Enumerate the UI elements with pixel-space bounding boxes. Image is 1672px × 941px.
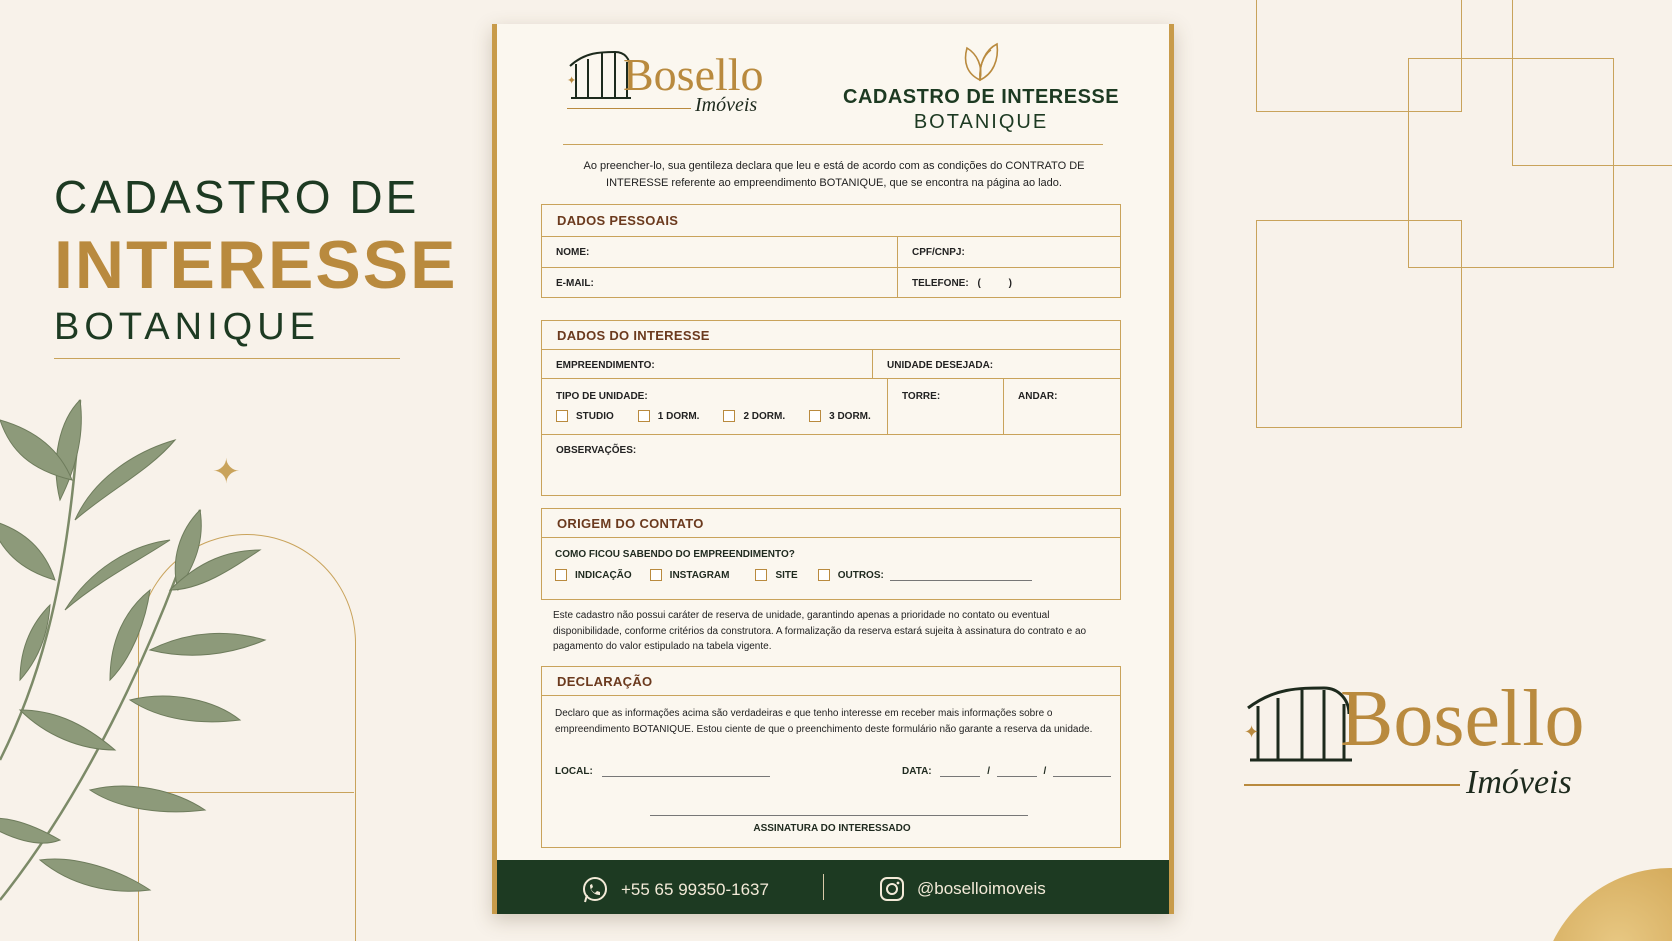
- left-heading: [54, 170, 458, 349]
- cpf-label: CPF/CNPJ:: [912, 247, 965, 258]
- nome-field[interactable]: [542, 237, 898, 267]
- torre-field[interactable]: [888, 379, 1004, 434]
- torre-label: TORRE:: [902, 391, 941, 402]
- document-title: [843, 86, 1119, 134]
- data-label: DATA:: [902, 766, 932, 777]
- checkbox-instagram[interactable]: [650, 569, 730, 581]
- checkbox-1-dorm[interactable]: [638, 410, 700, 422]
- footer-bar: [497, 860, 1169, 914]
- footer-phone[interactable]: [581, 876, 769, 904]
- checkbox-box[interactable]: [723, 410, 735, 422]
- telefone-label: TELEFONE:: [912, 278, 969, 289]
- nome-label: NOME:: [556, 247, 590, 258]
- logo-sub: Imóveis: [1466, 764, 1572, 801]
- section-dados-pessoais: [541, 204, 1121, 298]
- checkbox-label: 2 DORM.: [743, 410, 786, 422]
- telefone-parens: ( ): [977, 278, 1012, 289]
- logo-brand: Bosello: [1340, 675, 1585, 763]
- document-title-line1: CADASTRO DE INTERESSE: [843, 86, 1120, 108]
- data-year-line[interactable]: [1053, 765, 1111, 777]
- logo-sub-small: Imóveis: [695, 94, 758, 116]
- declaracao-text: Declaro que as informações acima são verdadeiras e que tenho interesse em receber mais informações sobre o empreendimento BOTANIQUE. Estou ciente de que o preenchimento deste formulário não garante a reserva da unidade.: [555, 708, 1093, 735]
- heading-line-1: CADASTRO DE: [54, 171, 420, 223]
- checkbox-3-dorm[interactable]: [809, 410, 871, 422]
- building-arches-icon: [1244, 680, 1354, 764]
- observacoes-label: OBSERVAÇÕES:: [556, 445, 637, 456]
- data-month-line[interactable]: [997, 765, 1037, 777]
- local-input-line[interactable]: [602, 765, 770, 777]
- footer-divider: [823, 874, 824, 900]
- checkbox-label: INDICAÇÃO: [575, 569, 632, 581]
- document-title-line2: BOTANIQUE: [913, 111, 1049, 133]
- observacoes-field[interactable]: [542, 435, 1120, 495]
- checkbox-2-dorm[interactable]: [723, 410, 785, 422]
- section-origem-contato: [541, 508, 1121, 600]
- checkbox-indicacao[interactable]: [555, 569, 632, 581]
- tipo-unidade-field: [542, 379, 888, 434]
- section-title: ORIGEM DO CONTATO: [542, 509, 1120, 538]
- whatsapp-icon: [581, 876, 609, 904]
- checkbox-label: 3 DORM.: [829, 410, 871, 422]
- email-label: E-MAIL:: [556, 278, 594, 289]
- date-slash: /: [1043, 766, 1047, 777]
- cpf-field[interactable]: [898, 237, 1120, 267]
- tipo-unidade-label: TIPO DE UNIDADE:: [556, 391, 648, 402]
- section-title: DECLARAÇÃO: [542, 667, 1120, 696]
- checkbox-label: OUTROS:: [837, 569, 884, 581]
- unidade-label: UNIDADE DESEJADA:: [887, 360, 994, 371]
- section-declaracao: [541, 666, 1121, 848]
- data-group: [902, 765, 1111, 777]
- origem-options: [542, 569, 1120, 581]
- logo-rule: [1244, 784, 1460, 786]
- checkbox-box[interactable]: [818, 569, 830, 581]
- empreendimento-field[interactable]: [542, 350, 873, 378]
- email-field[interactable]: [542, 268, 898, 297]
- leaves-illustration: [0, 380, 300, 941]
- svg-text:✦: ✦: [567, 74, 577, 87]
- intro-text: Ao preencher-lo, sua gentileza declara que leu e está de acordo com as condições do CONTRATO DE INTERESSE referente ao empreendimento BOTANIQUE, que se encontra na página ao lado.: [583, 160, 1085, 189]
- checkbox-box[interactable]: [809, 410, 821, 422]
- logo-brand-small: Bosello: [623, 49, 764, 100]
- checkbox-label: 1 DORM.: [657, 410, 700, 422]
- instagram-icon: [879, 876, 905, 902]
- telefone-field[interactable]: [898, 268, 1120, 297]
- checkbox-label: STUDIO: [576, 410, 614, 422]
- section-dados-interesse: [541, 320, 1121, 496]
- svg-text:✦: ✦: [1244, 722, 1260, 743]
- checkbox-box[interactable]: [755, 569, 767, 581]
- logo-rule-small: [567, 108, 691, 109]
- signature-label: ASSINATURA DO INTERESSADO: [753, 823, 911, 834]
- local-data-row: [555, 765, 1111, 777]
- sparkle-icon: ✦: [212, 452, 241, 492]
- deco-square-3: [1512, 0, 1672, 166]
- date-slash: /: [987, 766, 990, 777]
- leaf-icon: [957, 40, 1003, 82]
- heading-line-2: INTERESSE: [54, 227, 458, 303]
- signature-line[interactable]: [650, 815, 1028, 816]
- form-document: [492, 24, 1174, 914]
- checkbox-box[interactable]: [556, 410, 568, 422]
- checkbox-site[interactable]: [755, 569, 797, 581]
- deco-square-4: [1256, 220, 1462, 428]
- checkbox-box[interactable]: [638, 410, 650, 422]
- checkbox-box[interactable]: [555, 569, 567, 581]
- outros-input-line[interactable]: [890, 569, 1032, 581]
- unidade-field[interactable]: [873, 350, 1120, 378]
- heading-divider: [54, 358, 400, 359]
- checkbox-label: SITE: [775, 569, 798, 581]
- gold-circle: [1540, 868, 1672, 941]
- instagram-handle: @boselloimoveis: [917, 879, 1046, 898]
- checkbox-studio[interactable]: [556, 410, 614, 422]
- logo-large: [1244, 675, 1594, 810]
- section-title: DADOS DO INTERESSE: [542, 321, 1120, 350]
- header-divider: [563, 144, 1103, 145]
- phone-number: +55 65 99350-1637: [621, 880, 769, 899]
- origem-question: COMO FICOU SABENDO DO EMPREENDIMENTO?: [555, 549, 795, 560]
- data-day-line[interactable]: [940, 765, 980, 777]
- disclaimer-note: Este cadastro não possui caráter de reserva de unidade, garantindo apenas a prioridade no contato ou eventual disponibilidade, conforme critérios da construtora. A formalização da reserva estará sujeita à assinatura do contrato e ao pagamento do valor estipulado na tabela vigente.: [553, 610, 1087, 652]
- logo-small: [567, 46, 767, 136]
- tipo-unidade-options: [556, 410, 887, 422]
- empreendimento-label: EMPREENDIMENTO:: [556, 360, 655, 371]
- checkbox-label: INSTAGRAM: [669, 569, 730, 581]
- checkbox-outros[interactable]: [818, 569, 884, 581]
- section-title: DADOS PESSOAIS: [542, 205, 1120, 237]
- andar-field[interactable]: [1004, 379, 1120, 434]
- footer-instagram[interactable]: [879, 876, 1046, 902]
- andar-label: ANDAR:: [1018, 391, 1058, 402]
- heading-line-3: BOTANIQUE: [54, 306, 320, 348]
- local-label: LOCAL:: [555, 766, 593, 777]
- checkbox-box[interactable]: [650, 569, 662, 581]
